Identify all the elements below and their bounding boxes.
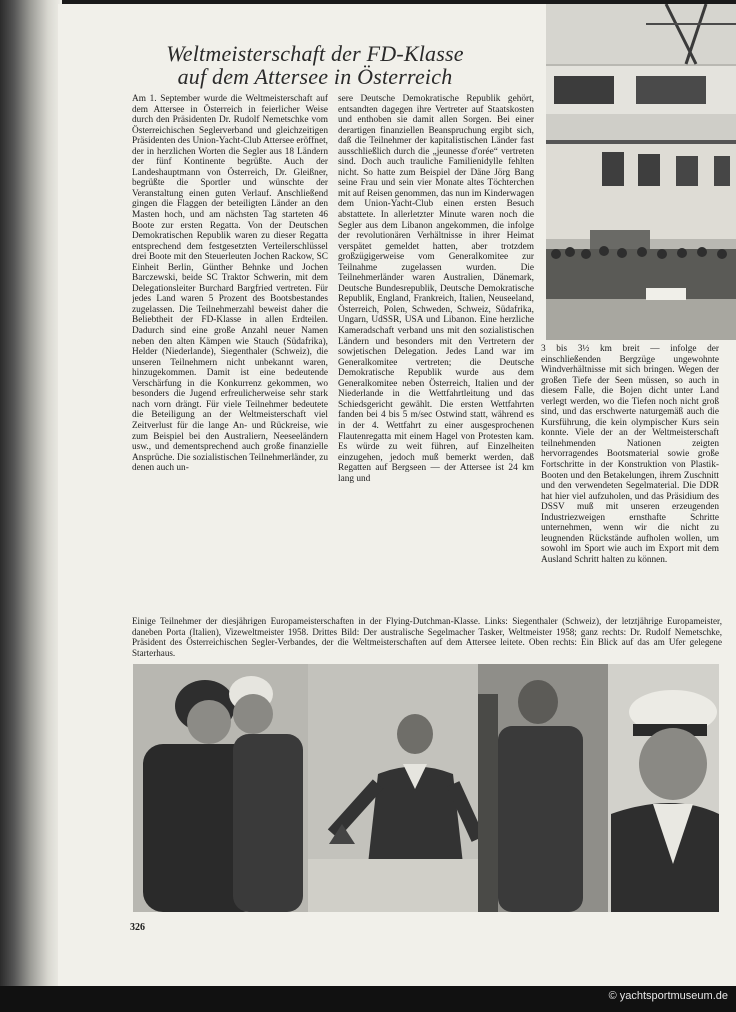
book-binding xyxy=(0,0,62,988)
title-line-2: auf dem Attersee in Österreich xyxy=(177,64,453,89)
article-title xyxy=(100,42,530,88)
photo-caption: Einige Teilnehmer der diesjährigen Europameisterschaften in der Flying-Dutchman-Klasse. Links: Siegenthaler (Schweiz), der letztjährige Europameister, daneben Porta (Italien), Vizeweltmeister 1958. Drittes Bild: Der australische Segelmacher Tasker, Weltmeister 1958; ganz rechts: Dr. Rudolf Nemetschke, Präsident des Österreichischen Segler-Verbandes, der die Weltmeisterschaften auf dem Attersee leitete. Oben rechts: Ein Blick auf das am Ufer gelegene Starterhaus. xyxy=(132,616,722,658)
column-2-text: sere Deutsche Demokratische Republik gehört, entsandten dagegen ihre Vertreter auf Staatskosten und enthoben sie damit allen Sorgen. Bei einer derartigen finanziellen Beanspruchung ergibt sich, daß die Teilnehmer der kapitalistischen Länder fast ausschließlich durch die „jeunesse d'orée“ vertreten sind. Doch auch trauliche Familienidylle fehlten nicht. So hatte zum Beispiel der Däne Jörg Bang seine Frau und sein vier Monate altes Töchterchen mit auf Reisen genommen, das nun im Kinderwagen dem Union-Yacht-Club einen ersten Besuch abstattete. In allerletzter Minute waren noch die Segler aus dem Libanon angekommen, die infolge der revolutionären Verhältnisse in ihrer Heimat verspätet gemeldet hatten, aber trotzdem großzügigerweise vom Generalkomitee zur Teilnahme zugelassen wurden. Die Teilnehmerländer waren Australien, Dänemark, Deutsche Bundesrepublik, Deutsche Demokratische Republik, England, Frankreich, Italien, Neuseeland, Österreich, Polen, Schweden, Schweiz, Südafrika, Ungarn, UdSSR, USA und Libanon. Eine herzliche Kameradschaft verband uns mit den sozialistischen Ländern und besonders mit den Vertretern der sowjetischen Delegation. Jedes Land war im Generalkomitee vertreten; die Deutsche Demokratische Republik wurde aus dem Generalkomitee neben Österreich, Italien und der Niederlande in die Wettfahrtleitung und das Schiedsgericht gewählt. Die ersten Wettfahrten fanden bei 4 bis 5 m/sec Ostwind statt, während es in der 4. Wettfahrt zu einer ausgesprochenen Flautenregatta mit einem Hagel von Protesten kam. Es würde zu weit führen, auf Einzelheiten einzugehen, jedoch muß bemerkt werden, daß Regatten auf Bergseen — der Attersee ist 24 km lang und xyxy=(338,94,534,484)
article-column-3 xyxy=(541,344,719,614)
article-column-1 xyxy=(132,94,328,614)
sailors-photo xyxy=(133,664,719,912)
column-3-text: 3 bis 3½ km breit — infolge der einschließenden Bergzüge ungewohnte Windverhältnisse mit sich bringen. Wegen der großen Tiefe der Seen müssen, so auch in diesem Falle, die Bojen dicht unter Land verlegt werden, wo die Tiefen noch nicht groß sind, und das erschwerte naturgemäß auch die Kursführung, die kein olympischer Kurs sein konnte. Viele der an der Weltmeisterschaft teilnehmenden Nationen zeigten hervorragendes Bootsmaterial sowie große Fortschritte in der Konstruktion von Plastik-Booten und den Betakelungen, ihrem Zuschnitt und den verwendeten Segelmaterial. Die DDR hat hier viel aufzuholen, und das Präsidium des DSSV muß mit unseren erzeugenden Industriezweigen ernsthafte Schritte unternehmen, wenn wir die nicht zu leugnenden Rückstände aufholen wollen, um sowohl im Sport wie auch im Export mit dem Ausland Schritt halten zu können. xyxy=(541,344,719,565)
starter-house-photo xyxy=(546,4,736,340)
page-number: 326 xyxy=(130,922,145,933)
sailors-image xyxy=(133,664,719,912)
article-column-2 xyxy=(338,94,534,614)
column-1-text: Am 1. September wurde die Weltmeisterschaft auf dem Attersee in Österreich in feierlicher Weise durch den Präsidenten Dr. Rudolf Nemetschke vom Österreichischen Seglerverband und gleichzeitigen Präsidenten des Union-Yacht-Club Attersee eröffnet, der in herzlichen Worten die Segler aus 18 Ländern der fünf Kontinente begrüßte. Auch der Landeshauptmann von Österreich, Dr. Gleißner, begrüßte die Sportler und wünschte der Veranstaltung einen guten Verlauf. Anschließend gingen die Flaggen der beteiligten Länder an den Masten hoch, und am nächsten Tag starteten 46 Boote zur ersten Regatta. Von der Deutschen Demokratischen Republik waren zu dieser Regatta entsprechend dem festgesetzten Verteilerschlüssel drei Boote mit den Steuerleuten Jochen Rackow, SC Einheit Berlin, Günther Behnke und Jochen Barczewski, beide SC Traktor Schwerin, mit dem Delegationsleiter Burchard Bargfried vertreten. Für jedes Land waren 5 Prozent des Bootsbestandes zugelassen. Die Teilnehmerzahl beweist daher die Beliebtheit der FD-Klasse in allen Erdteilen. Dadurch sind eine große Anzahl neuer Namen neben den alten Kämpen wie Stauch (Südafrika), Helder (Niederlande), Siegenthaler (Schweiz), die unseren Teilnehmern nicht unbekannt waren, hinzugekommen. Damit ist eine bedeutende Verschärfung in die Konkurrenz gekommen, wo besonders die Jugend erfreulicherweise sehr stark nach vorn drängt. Für viele Teilnehmer bedeutete die Beteiligung an der Weltmeisterschaft viel Zeitverlust für die lange An- und Rückreise, wie zum Beispiel bei den Australiern, Neeseeländern usw., und dementsprechend auch große finanzielle Ansprüche. Die sozialistischen Teilnehmerländer, zu denen auch un- xyxy=(132,94,328,474)
watermark: © yachtsportmuseum.de xyxy=(608,990,728,1002)
title-line-1: Weltmeisterschaft der FD-Klasse xyxy=(166,41,464,66)
starter-house-image xyxy=(546,4,736,340)
